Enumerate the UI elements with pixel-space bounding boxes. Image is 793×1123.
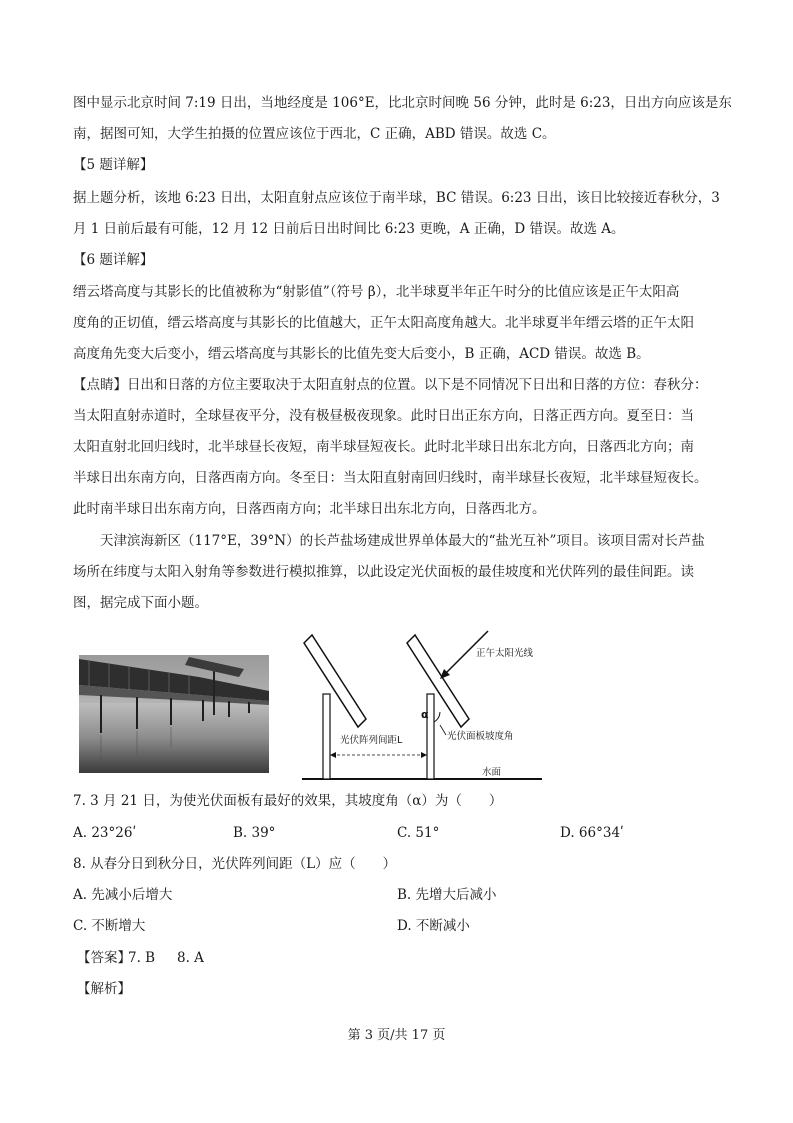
tip-paragraph: 【点睛】日出和日落的方位主要取决于太阳直射点的位置。以下是不同情况下日出和日落的方位：春秋分： [73,377,708,393]
sun-ray-label: 正午太阳光线 [476,648,534,659]
figure-group [73,627,553,787]
question-7-stem: 7. 3 月 21 日，为使光伏面板有最好的效果，其坡度角（α）为（ ） [73,793,503,809]
page-footer: 第 3 页/共 17 页 [347,1028,446,1043]
paragraph-line: 场所在纬度与太阳入射角等参数进行模拟推算，以此设定光伏面板的最佳坡度和光伏阵列的最佳间距。读 [73,564,694,580]
paragraph-line: 月 1 日前后最有可能，12 月 12 日前后日出时间比 6:23 更晚，A 正确，D 错误。故选 A。 [73,221,625,237]
solar-farm-photo [79,655,269,773]
paragraph-line: 图，据完成下面小题。 [73,595,208,611]
q8-option-c[interactable]: C. 不断增大 [73,918,146,934]
paragraph-line: 据上题分析，该地 6:23 日出，太阳直射点应该位于南半球，BC 错误。6:23 日出，该日比较接近春秋分，3 [73,190,720,206]
water-label: 水面 [482,767,502,778]
panel-diagram [294,627,544,787]
paragraph-line: 图中显示北京时间 7:19 日出，当地经度是 106°E，比北京时间晚 56 分钟，此时是 6:23，日出方向应该是东 [73,95,732,111]
question-intro: 天津滨海新区（117°E，39°N）的长芦盐场建成世界单体最大的“盐光互补”项目。该项目需对长芦盐 [100,533,705,549]
answer-7: 7. B [128,950,156,966]
answer-8: 8. A [177,950,204,966]
paragraph-line: 南，据图可知，大学生拍摄的位置应该位于西北，C 正确，ABD 错误。故选 C。 [73,126,556,142]
q8-option-a[interactable]: A. 先减小后增大 [73,887,173,903]
q8-option-d[interactable]: D. 不断减小 [397,918,470,934]
q7-option-b[interactable]: B. 39° [233,825,276,841]
paragraph-line: 缙云塔高度与其影长的比值被称为“射影值”（符号 β），北半球夏半年正午时分的比值应该是正午太阳高 [73,284,680,300]
paragraph-line: 半球日出东南方向，日落西南方向。冬至日：当太阳直射南回归线时，南半球昼长夜短，北半球昼短夜长。 [73,470,708,486]
angle-symbol: α [421,708,429,721]
paragraph-line: 高度角先变大后变小，缙云塔高度与其影长的比值先变大后变小，B 正确，ACD 错误。故选 B。 [73,346,650,362]
slope-angle-label: 光伏面板坡度角 [447,731,514,742]
spacing-label: 光伏阵列间距L [340,735,403,746]
section-heading-5: 【5 题详解】 [73,157,154,173]
q8-option-b[interactable]: B. 先增大后减小 [397,887,497,903]
question-8-stem: 8. 从春分日到秋分日，光伏阵列间距（L）应（ ） [73,856,397,872]
section-heading-6: 【6 题详解】 [73,252,154,268]
paragraph-line: 此时南半球日出东南方向，日落西南方向；北半球日出东北方向，日落西北方。 [73,501,546,517]
paragraph-line: 当太阳直射赤道时，全球昼夜平分，没有极昼极夜现象。此时日出正东方向，日落正西方向。夏至日：当 [73,408,694,424]
q7-option-c[interactable]: C. 51° [397,825,440,841]
paragraph-line: 太阳直射北回归线时，北半球昼长夜短，南半球昼短夜长。此时北半球日出东北方向，日落西北方向；南 [73,439,694,455]
answer-label: 【答案】 [77,950,131,966]
q7-option-a[interactable]: A. 23°26ʹ [73,825,137,841]
paragraph-line: 度角的正切值，缙云塔高度与其影长的比值越大，正午太阳高度角越大。北半球夏半年缙云塔的正午太阳 [73,315,694,331]
q7-option-d[interactable]: D. 66°34ʹ [560,825,624,841]
analysis-label: 【解析】 [77,981,131,997]
